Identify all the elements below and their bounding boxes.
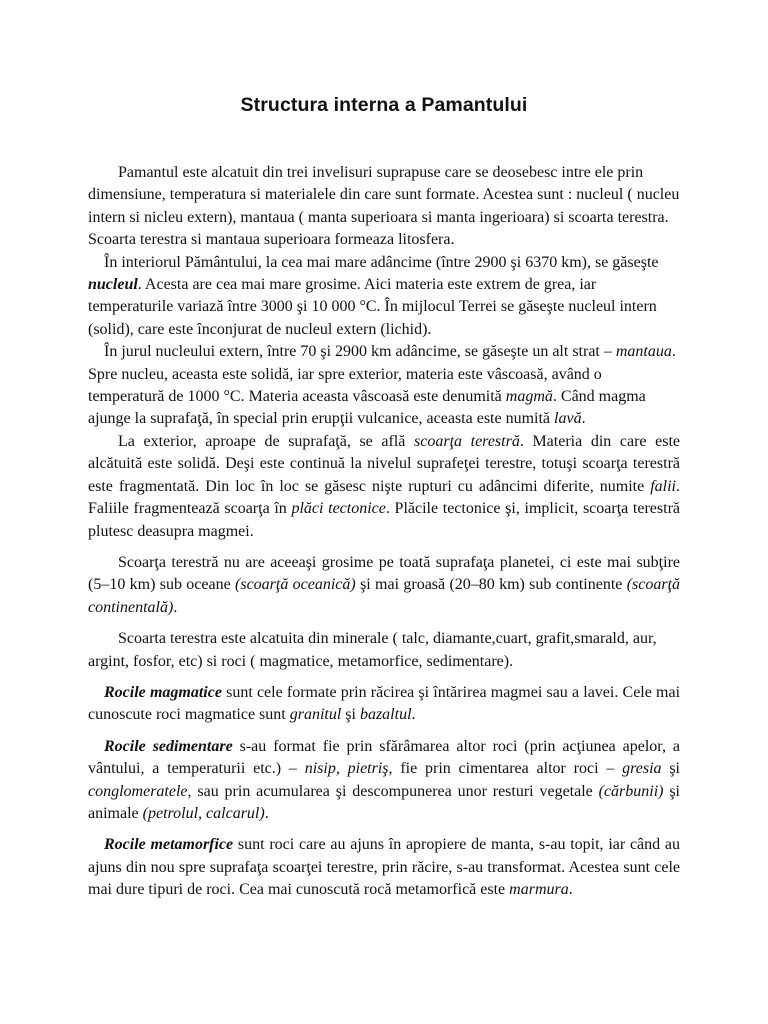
term-gresia: gresia xyxy=(622,760,662,778)
term-nisip-pietris: nisip, pietriş xyxy=(304,760,389,778)
term-placi-tectonice: plăci tectonice xyxy=(291,500,386,518)
term-mantaua: mantaua xyxy=(615,343,672,361)
paragraph-crust-thickness: Scoarţa terestră nu are aceeaşi grosime pe toată suprafaţa planetei, ci este mai subţire (5–10 km) sub oceane (scoarţă oceanică) şi mai groasă (20–80 km) sub continente (scoarţă continentală). xyxy=(88,553,681,616)
term-falii: falii xyxy=(650,477,676,495)
term-granitul: granitul xyxy=(289,706,342,724)
term-lava: lavă xyxy=(554,410,582,428)
paragraph-earth-layers: Pamantul este alcatuit din trei invelisuri suprapuse care se deosebesc intre ele prin dimensiune, temperatura si materialele din care sunt formate. Acestea sunt : nucleul ( nucleu intern si nicleu extern), mantaua ( manta superioara si manta ingerioara) si scoarta terestra. Scoarta terestra si mantaua superioara formeaza litosfera. xyxy=(88,164,680,249)
paragraph-magmatic-rocks: Rocile magmatice sunt cele formate prin răcirea şi întărirea magmei sau a lavei. Cele mai cunoscute roci magmatice sunt granitul şi bazaltul. xyxy=(88,683,681,724)
term-marmura: marmura xyxy=(509,881,569,899)
term-nucleul: nucleul xyxy=(88,276,138,294)
heading-rocile-metamorfice: Rocile metamorfice xyxy=(104,836,234,854)
paragraph-crust: La exterior, aproape de suprafaţă, se află scoarţa terestră. Materia din care este alcătuită este solidă. Deşi este continuă la nivelul suprafeţei terestre, totuşi scoarţa terestră este fragmentată. Din loc în loc se găsesc nişte rupturi cu adâncimi diferite, numite falii. Faliile fragmentează scoarţa în plăci tectonice. Plăcile tectonice şi, implicit, scoarţa terestră plutesc deasupra magmei. xyxy=(88,432,681,540)
term-petrolul-calcarul: (petrolul, calcarul) xyxy=(142,804,265,822)
term-conglomeratele: conglomeratele xyxy=(88,782,188,800)
page-title: Structura interna a Pamantului xyxy=(240,94,528,116)
paragraph-minerals-rocks: Scoarta terestra este alcatuita din minerale ( talc, diamante,cuart, grafit,smarald, aur, argint, fosfor, etc) si roci ( magmatice, metamorfice, sedimentare). xyxy=(88,630,657,670)
term-bazaltul: bazaltul xyxy=(359,706,412,724)
term-scoarta-continentala: (scoarţă continentală) xyxy=(88,576,681,616)
document-body xyxy=(88,162,680,902)
paragraph-metamorphic-rocks: Rocile metamorfice sunt roci care au ajuns în apropiere de manta, s-au topit, iar când au ajuns din nou spre suprafaţa scoarţei terestre, prin răcire, s-au transformat. Acestea sunt cele mai dure tipuri de roci. Cea mai cunoscută rocă metamorfică este marmura. xyxy=(88,836,681,899)
term-scoarta-terestra: scoarţa terestră xyxy=(414,432,520,450)
term-scoarta-oceanica: (scoarţă oceanică) xyxy=(235,576,356,594)
paragraph-mantle: În jurul nucleului extern, între 70 şi 2900 km adâncime, se găseşte un alt strat – mantaua. Spre nucleu, aceasta este solidă, iar spre exterior, materia este vâscoasă, având o temperatură de 1000 °C. Materia aceasta vâscoasă este denumită magmă. Când magma ajunge la suprafaţă, în special prin erupţii vulcanice, aceasta este numită lavă. xyxy=(88,343,676,428)
paragraph-nucleus: În interiorul Pământului, la cea mai mare adâncime (între 2900 şi 6370 km), se găseşte nucleul. Acesta are cea mai mare grosime. Aici materia este extrem de grea, iar temperaturile variază între 3000 şi 10 000 °C. În mijlocul Terrei se găseşte nucleul intern (solid), care este înconjurat de nucleul extern (lichid). xyxy=(88,253,659,338)
paragraph-sedimentary-rocks: Rocile sedimentare s-au format fie prin sfărâmarea altor roci (prin acţiunea apelor, a vântului, a temperaturii etc.) – nisip, pietriş, fie prin cimentarea altor roci – gresia şi conglomeratele, sau prin acumularea şi descompunerea unor resturi vegetale (cărbunii) şi animale (petrolul, calcarul). xyxy=(88,737,681,822)
term-carbunii: (cărbunii) xyxy=(598,782,664,800)
term-magma: magmă xyxy=(505,388,553,406)
heading-rocile-magmatice: Rocile magmatice xyxy=(104,683,222,701)
heading-rocile-sedimentare: Rocile sedimentare xyxy=(104,737,233,755)
